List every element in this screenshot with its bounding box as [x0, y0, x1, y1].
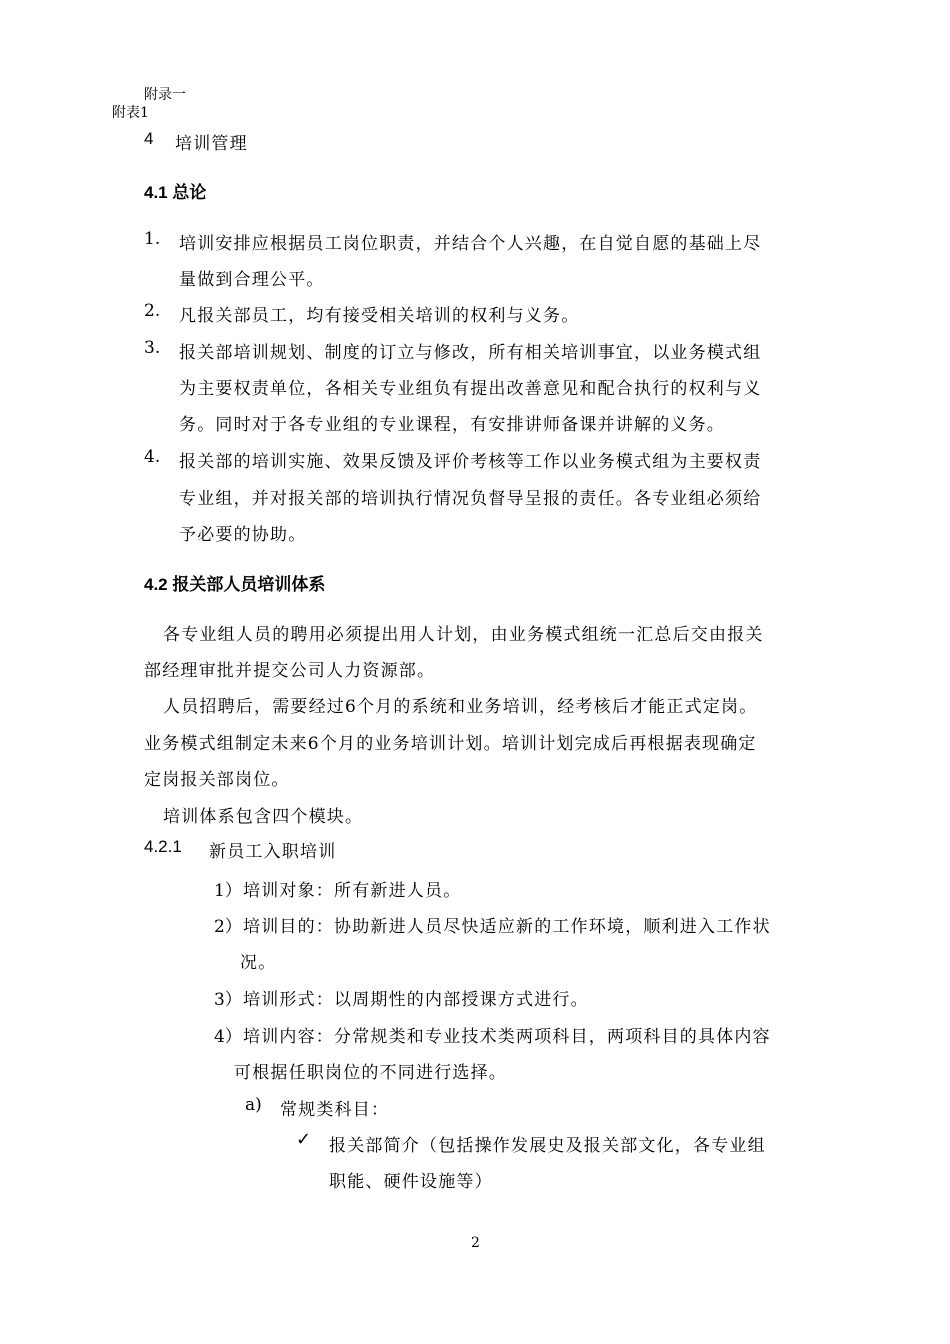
list-item-number: 2.: [144, 301, 161, 321]
paragraph-line: 培训体系包含四个模块。: [163, 807, 364, 827]
list-item-text: 专业组，并对报关部的培训执行情况负督导呈报的责任。各专业组必须给: [179, 489, 762, 509]
section-4-2-title: 4.2 报关部人员培训体系: [144, 575, 326, 594]
list-item-text: 务。同时对于各专业组的专业课程，有安排讲师备课并讲解的义务。: [179, 415, 725, 435]
paragraph-line: 各专业组人员的聘用必须提出用人计划，由业务模式组统一汇总后交由报关: [163, 625, 764, 645]
section-4-2-1-title: 新员工入职培训: [209, 842, 337, 862]
sub-item-text: 况。: [240, 953, 277, 973]
paragraph-line: 业务模式组制定未来6个月的业务培训计划。培训计划完成后再根据表现确定: [144, 734, 757, 754]
sub-item-number: 4）: [214, 1027, 242, 1047]
page-number: 2: [471, 1235, 480, 1251]
table-ref-label: 附表1: [112, 105, 149, 121]
appendix-label: 附录一: [144, 87, 186, 103]
list-item-text: 报关部的培训实施、效果反馈及评价考核等工作以业务模式组为主要权责: [179, 452, 762, 472]
sub-item-text: 可根据任职岗位的不同进行选择。: [234, 1063, 507, 1083]
paragraph-line: 定岗报关部岗位。: [144, 770, 290, 790]
sub-sub-item-number: a): [245, 1095, 262, 1115]
sub-sub-item-label: 常规类科目：: [280, 1100, 390, 1120]
list-item-text: 量做到合理公平。: [179, 270, 325, 290]
list-item-text: 予必要的协助。: [179, 525, 307, 545]
sub-item-text: 培训形式：以周期性的内部授课方式进行。: [243, 990, 589, 1010]
checkmark-icon: ✓: [296, 1129, 312, 1150]
list-item-number: 4.: [144, 447, 161, 467]
sub-item-text: 培训目的：协助新进人员尽快适应新的工作环境，顺利进入工作状: [243, 917, 771, 937]
section-4-title: 培训管理: [175, 134, 248, 154]
list-item-text: 报关部培训规划、制度的订立与修改，所有相关培训事宜，以业务模式组: [179, 343, 762, 363]
sub-item-text: 培训内容：分常规类和专业技术类两项科目，两项科目的具体内容: [243, 1027, 771, 1047]
sub-item-number: 3）: [214, 990, 242, 1010]
list-item-text: 培训安排应根据员工岗位职责，并结合个人兴趣，在自觉自愿的基础上尽: [179, 234, 762, 254]
list-item-text: 凡报关部员工，均有接受相关培训的权利与义务。: [179, 306, 580, 326]
paragraph-line: 人员招聘后，需要经过6个月的系统和业务培训，经考核后才能正式定岗。: [163, 697, 758, 717]
list-item-number: 1.: [144, 229, 161, 249]
bullet-text: 职能、硬件设施等）: [329, 1172, 493, 1192]
paragraph-line: 部经理审批并提交公司人力资源部。: [144, 661, 436, 681]
list-item-number: 3.: [144, 338, 161, 358]
section-4-2-1-number: 4.2.1: [144, 837, 182, 856]
bullet-text: 报关部简介（包括操作发展史及报关部文化，各专业组: [329, 1136, 766, 1156]
sub-item-text: 培训对象：所有新进人员。: [243, 881, 462, 901]
list-item-text: 为主要权责单位，各相关专业组负有提出改善意见和配合执行的权利与义: [179, 379, 762, 399]
sub-item-number: 2）: [214, 917, 242, 937]
section-4-1-title: 4.1 总论: [144, 183, 207, 202]
section-4-number: 4: [144, 129, 154, 148]
sub-item-number: 1）: [214, 881, 242, 901]
